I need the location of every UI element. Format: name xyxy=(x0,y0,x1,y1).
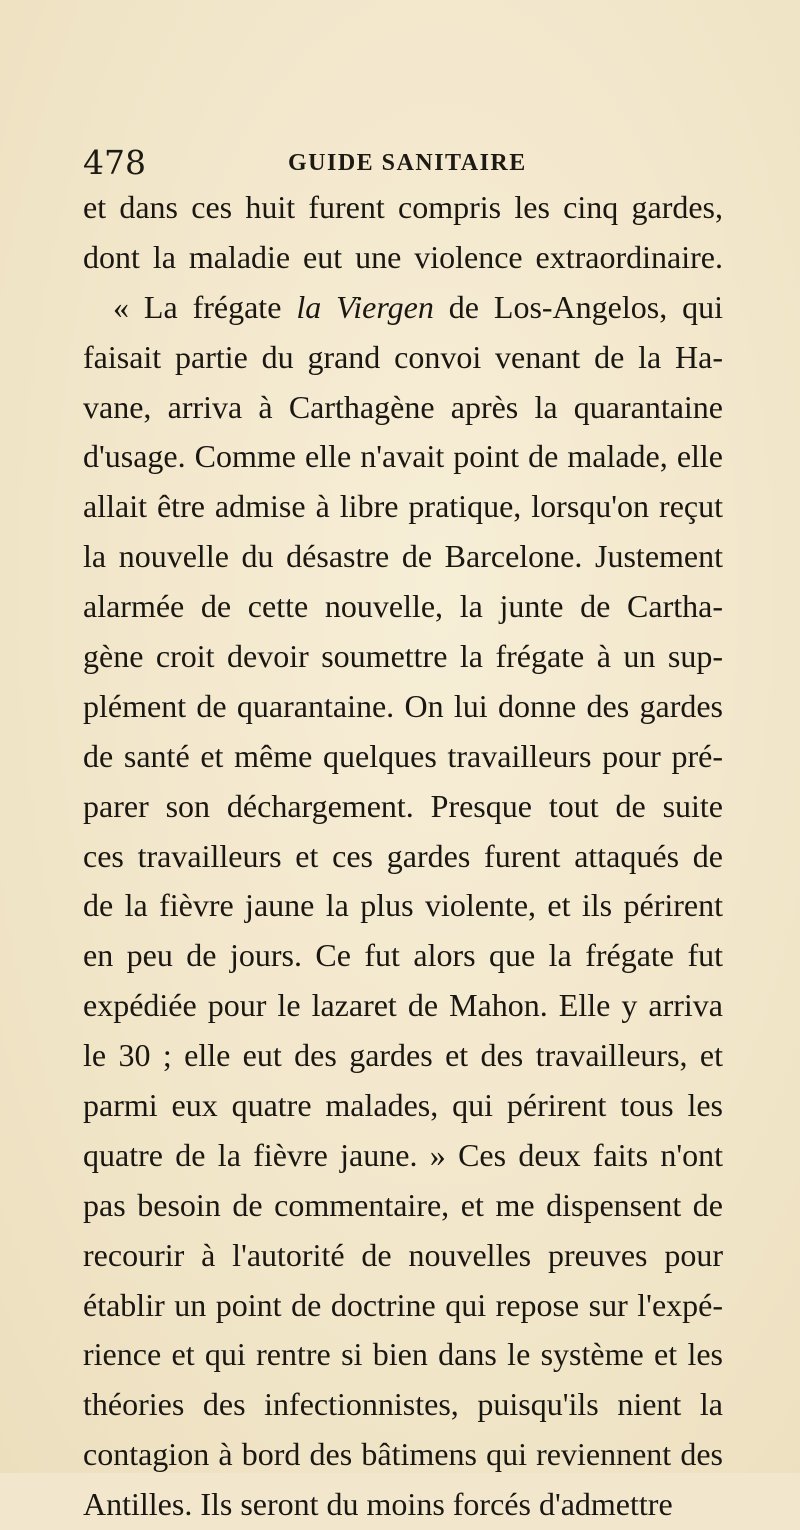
text-line-6: d'usage. Comme elle n'avait point de malade, elle xyxy=(83,438,723,475)
text-line-7: allait être admise à libre pratique, lorsqu'on reçut xyxy=(83,488,723,525)
text-line-13: parer son déchargement. Presque tout de suite xyxy=(83,787,723,824)
text-line-5: vane, arriva à Carthagène après la quarantaine xyxy=(83,388,723,425)
text-line-27: Antilles. Ils seront du moins forcés d'admettre xyxy=(83,1486,673,1523)
text-line-10: gène croit devoir soumettre la frégate à un sup- xyxy=(83,638,723,675)
ship-name: la Viergen xyxy=(296,288,434,325)
page-header xyxy=(83,140,723,186)
text-line-9: alarmée de cette nouvelle, la junte de Cartha- xyxy=(83,588,723,625)
text-line-1: et dans ces huit furent compris les cinq gardes, xyxy=(83,189,723,225)
text-line-19: parmi eux quatre malades, qui périrent tous les xyxy=(83,1087,723,1124)
text-line-3 xyxy=(83,283,723,333)
text-line-2: dont la maladie eut une violence extraordinaire. xyxy=(83,238,723,275)
text-line-11: plément de quarantaine. On lui donne des gardes xyxy=(83,687,723,724)
text-line-24: rience et qui rentre si bien dans le système et les xyxy=(83,1336,723,1373)
page-number: 478 xyxy=(83,143,146,182)
text-line-8: la nouvelle du désastre de Barcelone. Justement xyxy=(83,538,723,575)
text-line-26: contagion à bord des bâtimens qui reviennent des xyxy=(83,1436,723,1473)
text-line-25: théories des infectionnistes, puisqu'ils nient la xyxy=(83,1386,723,1423)
text-line-3-start: « La frégate xyxy=(113,288,297,325)
text-line-15: de la fièvre jaune la plus violente, et ils périrent xyxy=(83,887,723,924)
text-line-17: expédiée pour le lazaret de Mahon. Elle y arriva xyxy=(83,987,723,1024)
text-line-16: en peu de jours. Ce fut alors que la frégate fut xyxy=(83,937,723,974)
running-head: GUIDE SANITAIRE xyxy=(288,150,527,176)
text-line-12: de santé et même quelques travailleurs pour pré- xyxy=(83,737,723,774)
text-line-21: pas besoin de commentaire, et me dispensent de xyxy=(83,1186,723,1223)
text-line-3-end: de Los-Angelos, qui xyxy=(433,288,724,325)
text-line-4: faisait partie du grand convoi venant de la Ha- xyxy=(83,338,723,375)
text-line-14: ces travailleurs et ces gardes furent attaqués de xyxy=(83,837,723,874)
body-text xyxy=(83,183,723,1530)
text-line-18: le 30 ; elle eut des gardes et des travailleurs, et xyxy=(83,1037,723,1074)
text-line-22: recourir à l'autorité de nouvelles preuves pour xyxy=(83,1236,723,1273)
text-line-20: quatre de la fièvre jaune. » Ces deux faits n'ont xyxy=(83,1136,723,1173)
text-line-23: établir un point de doctrine qui repose sur l'expé- xyxy=(83,1286,723,1323)
